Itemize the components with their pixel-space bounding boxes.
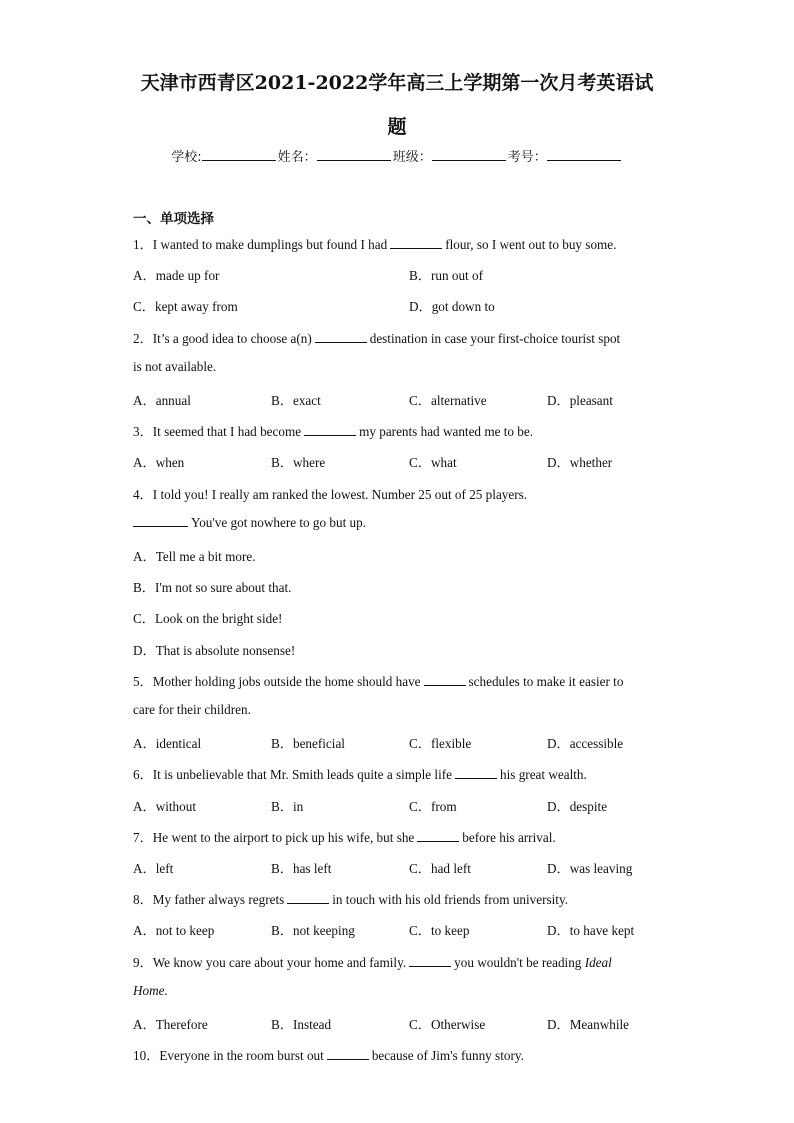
- q6-option-a: A．without: [133, 799, 197, 814]
- q7-option-d: D．was leaving: [547, 861, 633, 876]
- q9-option-c: C．Otherwise: [409, 1017, 486, 1032]
- q7-option-c: C．had left: [409, 861, 471, 876]
- magazine-title: Ideal: [584, 955, 612, 970]
- school-blank: [202, 147, 276, 161]
- q2-option-b: B．exact: [271, 393, 321, 408]
- number-label: 考号：: [507, 150, 547, 165]
- q9-option-a: A．Therefore: [133, 1017, 208, 1032]
- question-6: [133, 764, 587, 783]
- q7-option-a: A．left: [133, 861, 174, 876]
- class-blank: [432, 147, 506, 161]
- question-text: before his arrival.: [462, 830, 556, 845]
- q1-option-c: C．kept away from: [133, 299, 238, 314]
- section-title: 一、单项选择: [133, 211, 214, 227]
- question-text: 1．I wanted to make dumplings but found I had: [133, 237, 388, 252]
- question-3: [133, 421, 533, 440]
- question-9: [133, 952, 612, 971]
- q5-option-b: B．beneficial: [271, 736, 345, 751]
- q8-option-c: C．to keep: [409, 923, 470, 938]
- q6-option-b: B．in: [271, 799, 304, 814]
- question-text: 2．It’s a good idea to choose a(n): [133, 331, 312, 346]
- question-4: 4．I told you! I really am ranked the lowest. Number 25 out of 25 players.: [133, 487, 528, 502]
- answer-blank: [327, 1048, 369, 1060]
- q9-option-d: D．Meanwhile: [547, 1017, 630, 1032]
- q8-option-a: A．not to keep: [133, 923, 215, 938]
- question-4-cont: [133, 515, 366, 531]
- question-text: 5．Mother holding jobs outside the home should have: [133, 674, 421, 689]
- question-text: you wouldn't be reading: [454, 955, 582, 970]
- question-2-cont: is not available.: [133, 359, 217, 374]
- q1-option-d: D．got down to: [409, 299, 495, 314]
- q3-option-a: A．when: [133, 455, 185, 470]
- q6-option-d: D．despite: [547, 799, 608, 814]
- q8-option-d: D．to have kept: [547, 923, 635, 938]
- name-blank: [317, 147, 391, 161]
- answer-blank: [409, 955, 451, 967]
- question-text: 7．He went to the airport to pick up his wife, but she: [133, 830, 415, 845]
- school-label: 学校:: [171, 150, 202, 165]
- question-text: schedules to make it easier to: [468, 674, 624, 689]
- question-text: his great wealth.: [500, 767, 587, 782]
- exam-title-line2: 题: [387, 116, 407, 138]
- q4-option-d: D．That is absolute nonsense!: [133, 643, 296, 658]
- question-text: my parents had wanted me to be.: [359, 424, 534, 439]
- answer-blank: [133, 515, 188, 527]
- q3-option-c: C．what: [409, 455, 457, 470]
- q3-option-d: D．whether: [547, 455, 613, 470]
- question-text: 3．It seemed that I had become: [133, 424, 302, 439]
- question-text: 8．My father always regrets: [133, 892, 285, 907]
- question-5: [133, 671, 623, 690]
- q4-option-b: B．I'm not so sure about that.: [133, 580, 292, 595]
- class-label: 班级：: [392, 150, 432, 165]
- q8-option-b: B．not keeping: [271, 923, 355, 938]
- question-text: in touch with his old friends from university.: [332, 892, 569, 907]
- answer-blank: [315, 331, 367, 343]
- q2-option-a: A．annual: [133, 393, 191, 408]
- exam-title-line1: 天津市西青区2021-2022学年高三上学期第一次月考英语试: [140, 72, 654, 94]
- question-text: 9．We know you care about your home and family.: [133, 955, 407, 970]
- question-7: [133, 827, 556, 846]
- question-2: [133, 328, 620, 347]
- answer-blank: [287, 892, 329, 904]
- q1-option-b: B．run out of: [409, 268, 483, 283]
- q3-option-b: B．where: [271, 455, 326, 470]
- answer-blank: [304, 424, 356, 436]
- question-text: flour, so I went out to buy some.: [445, 237, 617, 252]
- question-text: 6．It is unbelievable that Mr. Smith leads quite a simple life: [133, 767, 453, 782]
- q2-option-d: D．pleasant: [547, 393, 613, 408]
- answer-blank: [417, 830, 459, 842]
- q9-option-b: B．Instead: [271, 1017, 332, 1032]
- q2-option-c: C．alternative: [409, 393, 487, 408]
- question-1: [133, 234, 616, 253]
- q5-option-d: D．accessible: [547, 736, 624, 751]
- question-9-cont: Home.: [133, 983, 168, 998]
- question-text: because of Jim's funny story.: [371, 1048, 524, 1063]
- name-label: 姓名：: [277, 150, 317, 165]
- q6-option-c: C．from: [409, 799, 457, 814]
- number-blank: [547, 147, 621, 161]
- q1-option-a: A．made up for: [133, 268, 220, 283]
- student-info-row: [0, 146, 794, 165]
- answer-blank: [424, 674, 466, 686]
- q4-option-a: A．Tell me a bit more.: [133, 549, 256, 564]
- answer-blank: [390, 237, 442, 249]
- q7-option-b: B．has left: [271, 861, 332, 876]
- q5-option-c: C．flexible: [409, 736, 472, 751]
- question-5-cont: care for their children.: [133, 702, 251, 717]
- question-text: destination in case your first-choice tourist spot: [369, 331, 621, 346]
- question-text: You've got nowhere to go but up.: [191, 515, 367, 530]
- answer-blank: [455, 767, 497, 779]
- question-8: [133, 889, 568, 908]
- q4-option-c: C．Look on the bright side!: [133, 611, 283, 626]
- q5-option-a: A．identical: [133, 736, 202, 751]
- question-text: 10．Everyone in the room burst out: [133, 1048, 324, 1063]
- question-10: [133, 1045, 524, 1064]
